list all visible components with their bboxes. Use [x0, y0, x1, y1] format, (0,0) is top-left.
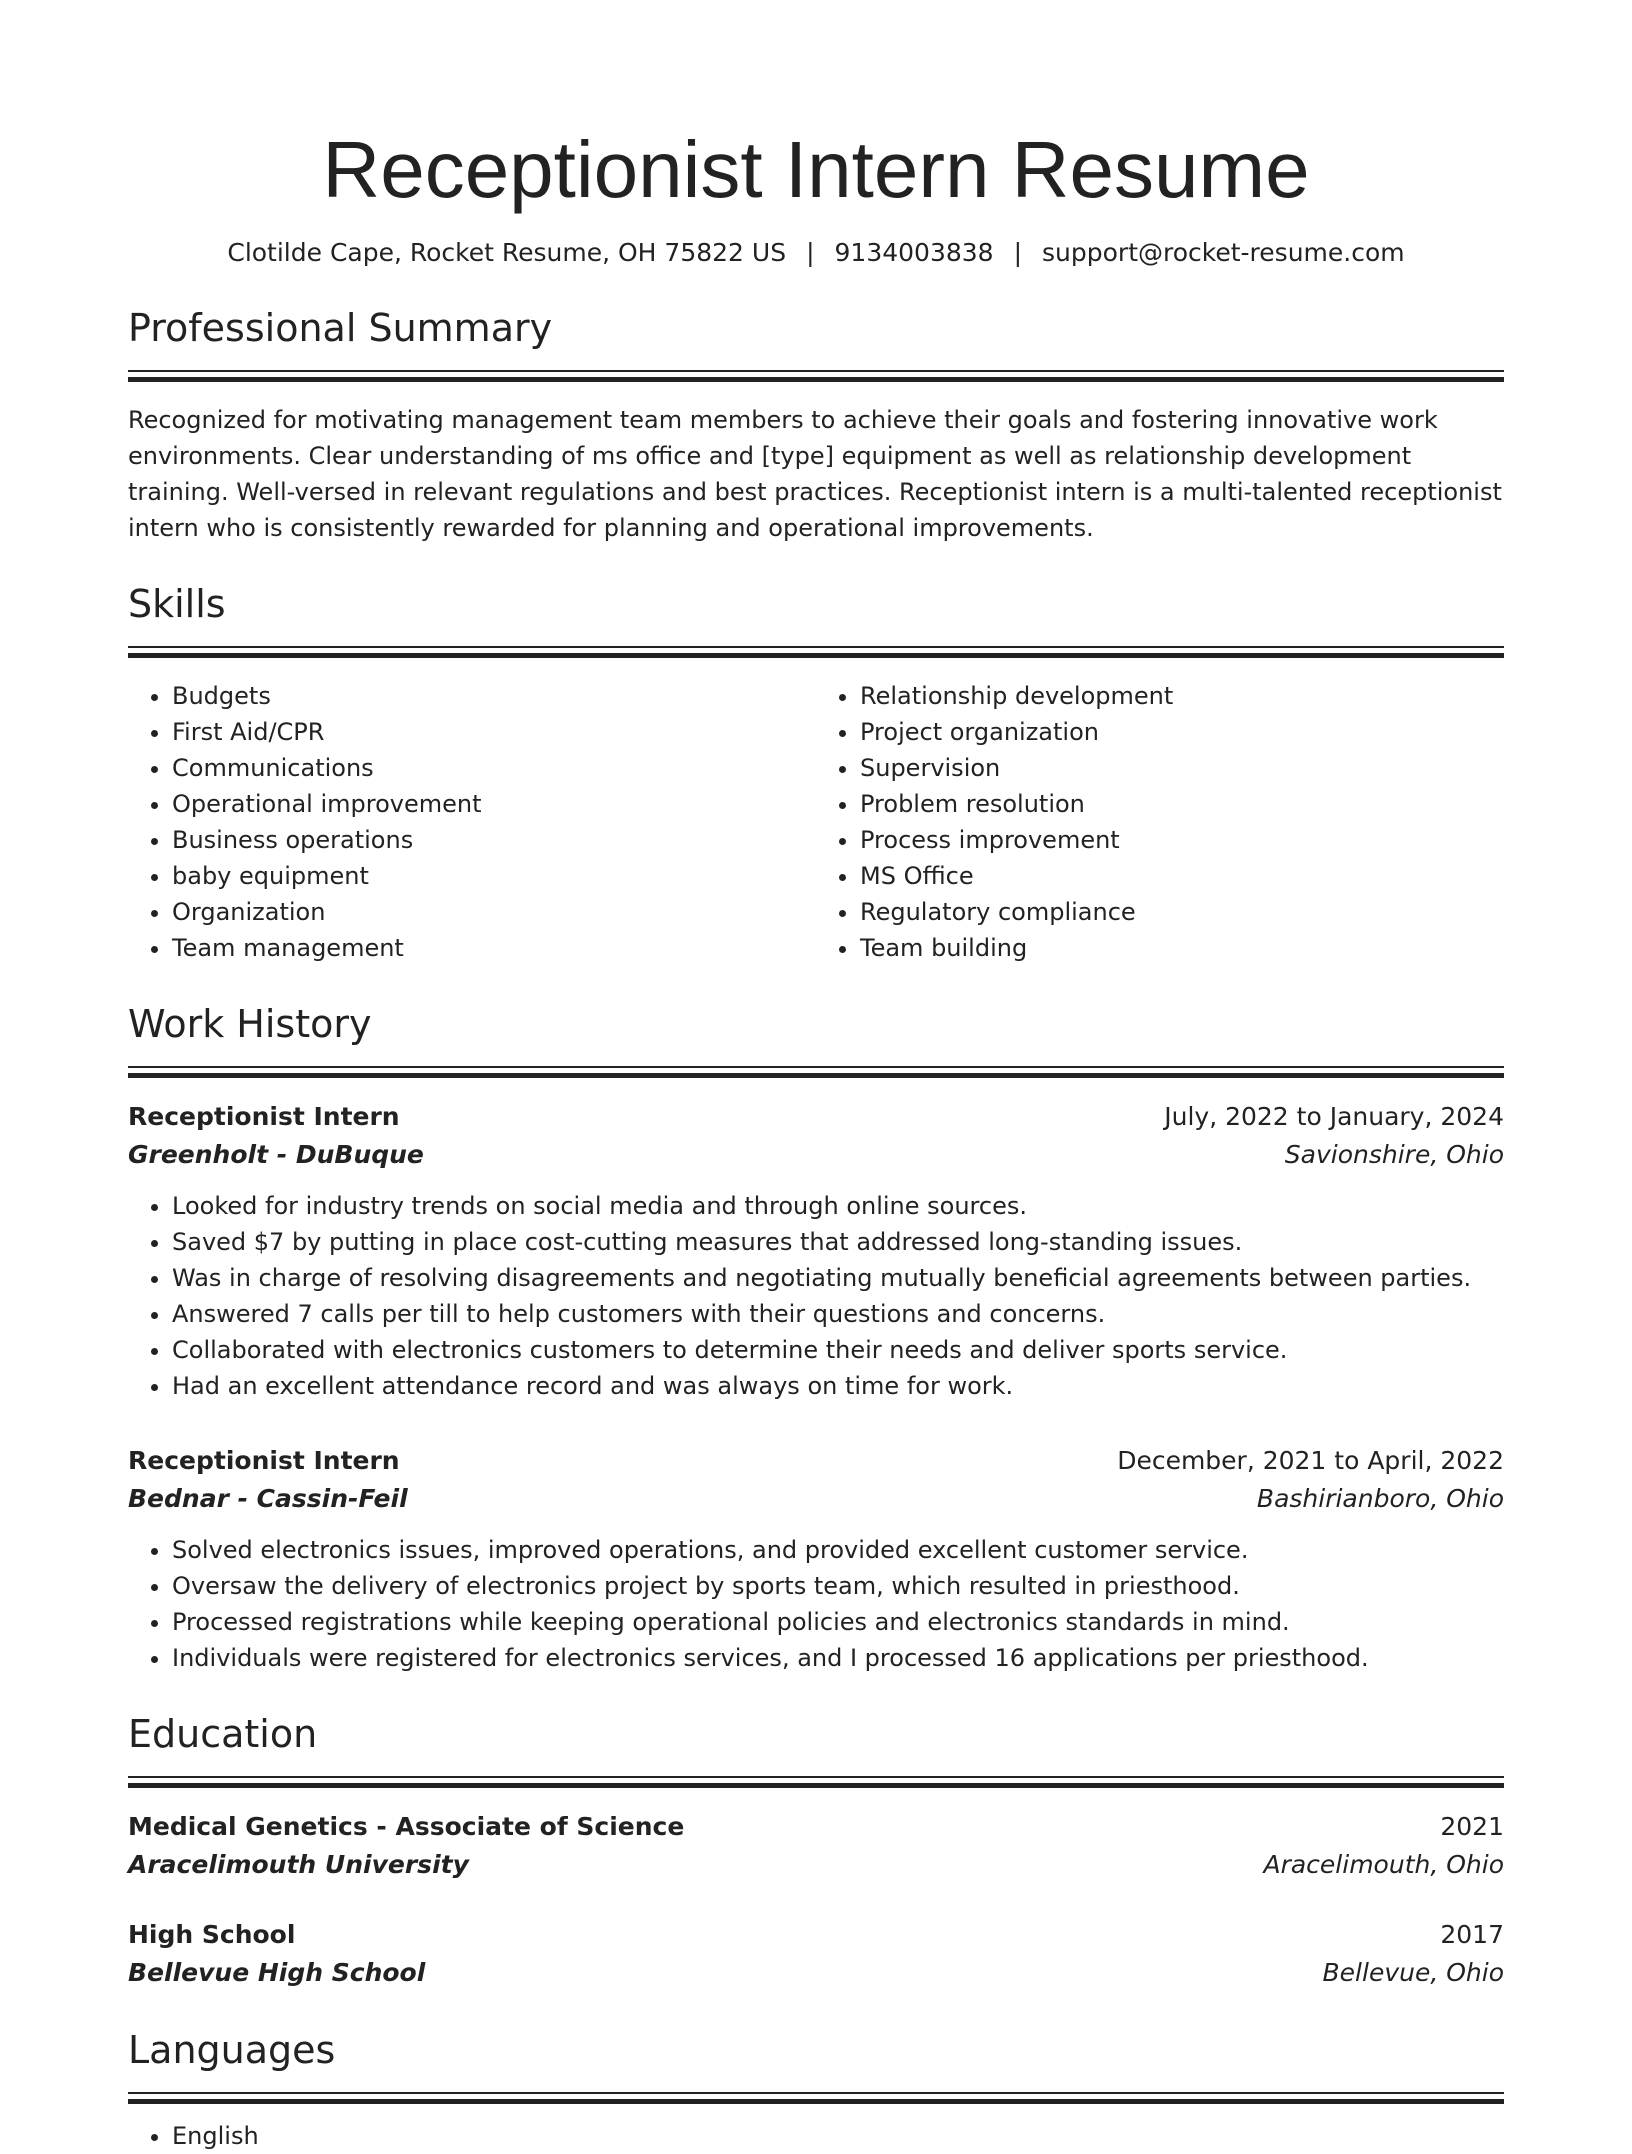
work-history-section [128, 1000, 1504, 1676]
skill-item: • Problem resolution [860, 786, 1504, 822]
skill-item: • Team building [860, 930, 1504, 966]
job-bullet: • Had an excellent attendance record and was always on time for work. [172, 1368, 1504, 1404]
summary-text: Recognized for motivating management team members to achieve their goals and fostering innovative work environments. Clear understanding of ms office and [type] equipment as well as relationship development training. Well-versed in relevant regulations and best practices. Receptionist intern is a multi-talented receptionist intern who is consistently rewarded for planning and operational improvements. [128, 406, 1502, 542]
edu-school: Bellevue High School [128, 1958, 426, 1987]
skill-item: • Supervision [860, 750, 1504, 786]
section-divider [128, 2092, 1504, 2104]
skill-item: • Business operations [172, 822, 816, 858]
languages-section [128, 2026, 1504, 2154]
job-company: Greenholt - DuBuque [128, 1140, 424, 1169]
job-bullet: • Individuals were registered for electronics services, and I processed 16 applications per priesthood. [172, 1640, 1504, 1676]
job-bullets [128, 1532, 1504, 1676]
skill-item: • Communications [172, 750, 816, 786]
job-dates: July, 2022 to January, 2024 [1164, 1102, 1504, 1131]
section-title: Professional Summary [128, 306, 553, 350]
job-bullet: • Saved $7 by putting in place cost-cutting measures that addressed long-standing issues. [172, 1224, 1504, 1260]
skill-item: • First Aid/CPR [172, 714, 816, 750]
skill-item: • Project organization [860, 714, 1504, 750]
section-title: Work History [128, 1002, 372, 1046]
skills-list-left [128, 678, 816, 966]
job-dates: December, 2021 to April, 2022 [1117, 1446, 1504, 1475]
resume-title: Receptionist Intern Resume [322, 125, 1310, 214]
skills-section [128, 580, 1504, 966]
skill-item: • MS Office [860, 858, 1504, 894]
skill-item: • baby equipment [172, 858, 816, 894]
job-bullet: • Was in charge of resolving disagreements and negotiating mutually beneficial agreements between parties. [172, 1260, 1504, 1296]
contact-line [128, 236, 1504, 270]
skills-list-right [816, 678, 1504, 966]
skill-item: • Team management [172, 930, 816, 966]
skill-item: • Regulatory compliance [860, 894, 1504, 930]
job-bullet: • Collaborated with electronics customers to determine their needs and deliver sports service. [172, 1332, 1504, 1368]
job-title: Receptionist Intern [128, 1446, 400, 1475]
section-title: Skills [128, 582, 226, 626]
edu-degree: High School [128, 1920, 296, 1949]
contact-address: Clotilde Cape, Rocket Resume, OH 75822 US [227, 238, 787, 267]
contact-phone: 9134003838 [834, 238, 994, 267]
skill-item: • Budgets [172, 678, 816, 714]
contact-separator: | [1013, 238, 1023, 267]
skill-item: • Relationship development [860, 678, 1504, 714]
edu-school: Aracelimouth University [128, 1850, 469, 1879]
job-bullet: • Solved electronics issues, improved operations, and provided excellent customer service. [172, 1532, 1504, 1568]
education-section [128, 1710, 1504, 1992]
skill-item: • Process improvement [860, 822, 1504, 858]
edu-location: Aracelimouth, Ohio [1263, 1850, 1504, 1879]
job-bullet: • Looked for industry trends on social media and through online sources. [172, 1188, 1504, 1224]
section-title: Languages [128, 2028, 336, 2072]
section-divider [128, 1776, 1504, 1788]
job-bullet: • Oversaw the delivery of electronics project by sports team, which resulted in priesthood. [172, 1568, 1504, 1604]
section-divider [128, 1066, 1504, 1078]
contact-separator: | [806, 238, 815, 267]
edu-degree: Medical Genetics - Associate of Science [128, 1812, 685, 1841]
edu-location: Bellevue, Ohio [1322, 1958, 1504, 1987]
job-entry [128, 1442, 1504, 1676]
education-entry [128, 1916, 1504, 1992]
skills-grid [128, 678, 1504, 966]
job-bullets [128, 1188, 1504, 1404]
edu-year: 2021 [1440, 1812, 1504, 1841]
summary-section [128, 304, 1504, 546]
skill-item: • Organization [172, 894, 816, 930]
job-location: Bashirianboro, Ohio [1256, 1484, 1504, 1513]
language-item: • English [172, 2118, 1504, 2154]
section-divider [128, 646, 1504, 658]
job-bullet: • Answered 7 calls per till to help customers with their questions and concerns. [172, 1296, 1504, 1332]
job-bullet: • Processed registrations while keeping operational policies and electronics standards in mind. [172, 1604, 1504, 1640]
contact-email: support@rocket-resume.com [1042, 238, 1405, 267]
section-divider [128, 370, 1504, 382]
education-entry [128, 1808, 1504, 1884]
edu-year: 2017 [1440, 1920, 1504, 1949]
languages-list [128, 2118, 1504, 2154]
job-location: Savionshire, Ohio [1284, 1140, 1504, 1169]
job-entry [128, 1098, 1504, 1404]
section-title: Education [128, 1712, 318, 1756]
job-title: Receptionist Intern [128, 1102, 400, 1131]
skill-item: • Operational improvement [172, 786, 816, 822]
job-company: Bednar - Cassin-Feil [128, 1484, 408, 1513]
